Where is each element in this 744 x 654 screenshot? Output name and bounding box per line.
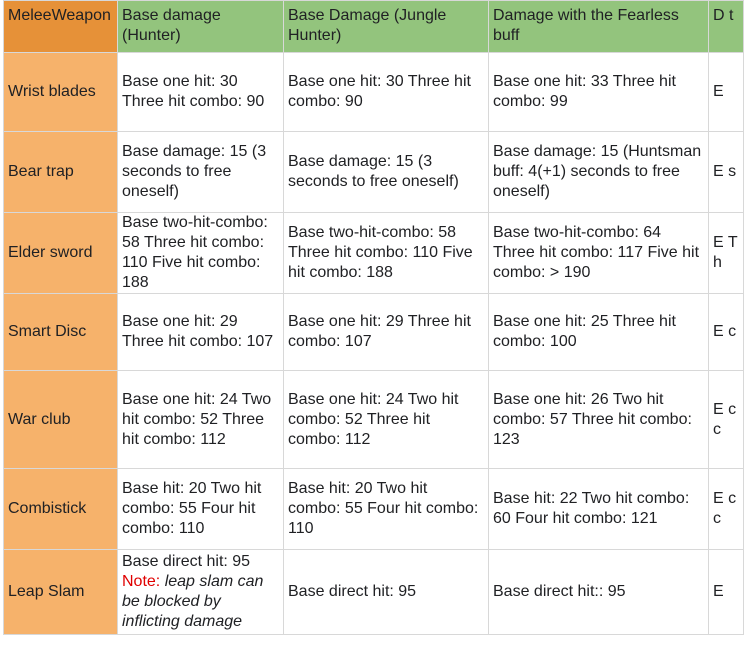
cell-jungle-hunter[interactable]: Base direct hit: 95 bbox=[284, 550, 489, 635]
row-header-cell[interactable]: Wrist blades bbox=[4, 53, 118, 132]
row-header-cell[interactable]: Elder sword bbox=[4, 213, 118, 294]
table-row bbox=[4, 53, 744, 132]
header-row bbox=[4, 1, 744, 53]
cell-jungle-hunter[interactable]: Base one hit: 29 Three hit combo: 107 bbox=[284, 294, 489, 371]
row-header-cell[interactable]: War club bbox=[4, 371, 118, 469]
cell-fearless[interactable]: Base damage: 15 (Huntsman buff: 4(+1) seconds to free oneself) bbox=[489, 132, 709, 213]
cell-extra[interactable]: E bbox=[709, 53, 744, 132]
cell-hunter-text: Base direct hit: 95 bbox=[122, 553, 251, 570]
cell-fearless[interactable]: Base one hit: 25 Three hit combo: 100 bbox=[489, 294, 709, 371]
table-row bbox=[4, 294, 744, 371]
cell-extra[interactable]: E c bbox=[709, 294, 744, 371]
cell-hunter[interactable]: Base hit: 20 Two hit combo: 55 Four hit combo: 110 bbox=[118, 469, 284, 550]
cell-fearless[interactable]: Base hit: 22 Two hit combo: 60 Four hit combo: 121 bbox=[489, 469, 709, 550]
cell-extra[interactable]: E T h bbox=[709, 213, 744, 294]
row-header-cell[interactable]: Combistick bbox=[4, 469, 118, 550]
row-header-cell[interactable]: Leap Slam bbox=[4, 550, 118, 635]
cell-hunter[interactable]: Base one hit: 30 Three hit combo: 90 bbox=[118, 53, 284, 132]
header-cell-jungle-hunter[interactable]: Base Damage (Jungle Hunter) bbox=[284, 1, 489, 53]
cell-jungle-hunter[interactable]: Base two-hit-combo: 58 Three hit combo: 110 Five hit combo: 188 bbox=[284, 213, 489, 294]
cell-jungle-hunter[interactable]: Base one hit: 30 Three hit combo: 90 bbox=[284, 53, 489, 132]
cell-jungle-hunter[interactable]: Base hit: 20 Two hit combo: 55 Four hit combo: 110 bbox=[284, 469, 489, 550]
cell-hunter[interactable]: Base one hit: 24 Two hit combo: 52 Three hit combo: 112 bbox=[118, 371, 284, 469]
cell-fearless[interactable]: Base two-hit-combo: 64 Three hit combo: 117 Five hit combo: > 190 bbox=[489, 213, 709, 294]
cell-extra[interactable]: E c c bbox=[709, 371, 744, 469]
cell-extra[interactable]: E bbox=[709, 550, 744, 635]
cell-fearless[interactable]: Base one hit: 26 Two hit combo: 57 Three hit combo: 123 bbox=[489, 371, 709, 469]
row-header-cell[interactable]: Bear trap bbox=[4, 132, 118, 213]
cell-extra[interactable]: E s bbox=[709, 132, 744, 213]
weapon-damage-table bbox=[3, 0, 744, 635]
header-cell-hunter[interactable]: Base damage (Hunter) bbox=[118, 1, 284, 53]
cell-jungle-hunter[interactable]: Base one hit: 24 Two hit combo: 52 Three hit combo: 112 bbox=[284, 371, 489, 469]
cell-extra[interactable]: E c c bbox=[709, 469, 744, 550]
table-row bbox=[4, 213, 744, 294]
table-row bbox=[4, 469, 744, 550]
cell-hunter[interactable] bbox=[118, 550, 284, 635]
row-header-cell[interactable]: Smart Disc bbox=[4, 294, 118, 371]
note-text: leap slam can be blocked by inflicting damage bbox=[122, 573, 264, 630]
table-row bbox=[4, 132, 744, 213]
cell-hunter[interactable]: Base two-hit-combo: 58 Three hit combo: 110 Five hit combo: 188 bbox=[118, 213, 284, 294]
table-row bbox=[4, 550, 744, 635]
table-row bbox=[4, 371, 744, 469]
cell-hunter[interactable]: Base one hit: 29 Three hit combo: 107 bbox=[118, 294, 284, 371]
cell-fearless[interactable]: Base one hit: 33 Three hit combo: 99 bbox=[489, 53, 709, 132]
header-cell-weapon[interactable]: MeleeWeapon bbox=[4, 1, 118, 53]
header-cell-extra[interactable]: D t bbox=[709, 1, 744, 53]
header-cell-fearless[interactable]: Damage with the Fearless buff bbox=[489, 1, 709, 53]
cell-fearless[interactable]: Base direct hit:: 95 bbox=[489, 550, 709, 635]
note-label: Note: bbox=[122, 573, 161, 590]
cell-jungle-hunter[interactable]: Base damage: 15 (3 seconds to free oneself) bbox=[284, 132, 489, 213]
cell-hunter[interactable]: Base damage: 15 (3 seconds to free oneself) bbox=[118, 132, 284, 213]
